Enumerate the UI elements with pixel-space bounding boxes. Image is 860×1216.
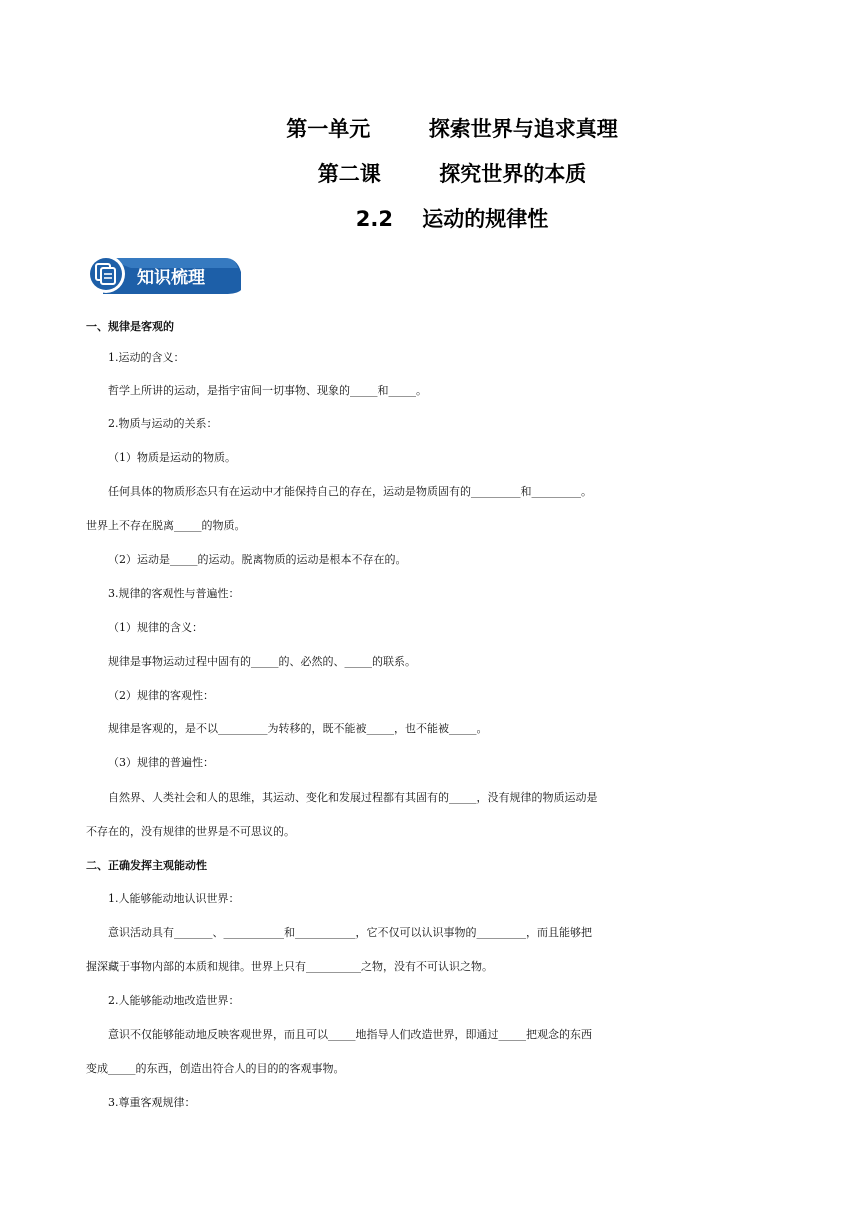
- text-line: 规律是客观的，是不以_________为转移的，既不能被_____，也不能被_____。: [108, 722, 488, 735]
- text-line: （2）规律的客观性：: [108, 689, 214, 702]
- text-line: 1.人能够能动地认识世界：: [108, 892, 240, 905]
- text-line: 规律是事物运动过程中固有的_____的、必然的、_____的联系。: [108, 655, 416, 668]
- heading-1: 一、规律是客观的: [86, 320, 174, 333]
- lesson-title: 第二课 探究世界的本质: [317, 162, 587, 186]
- text-line: 2.物质与运动的关系：: [108, 417, 218, 430]
- text-line: 世界上不存在脱离_____的物质。: [86, 519, 246, 532]
- text-line: 自然界、人类社会和人的思维，其运动、变化和发展过程都有其固有的_____，没有规律的物质运动是: [108, 791, 598, 804]
- text-line: 2.人能够能动地改造世界：: [108, 994, 240, 1007]
- text-line: 1.运动的含义：: [108, 351, 185, 364]
- text-line: 不存在的，没有规律的世界是不可思议的。: [86, 825, 295, 838]
- text-line: 3.规律的客观性与普遍性：: [108, 587, 240, 600]
- text-line: 任何具体的物质形态只有在运动中才能保持自己的存在，运动是物质固有的_________和_________。: [108, 485, 592, 498]
- unit-title: 第一单元 探索世界与追求真理: [286, 117, 618, 141]
- text-line: 意识活动具有_______、___________和___________，它不仅可以认识事物的_________，而且能够把: [108, 926, 592, 939]
- knowledge-review-badge: [85, 252, 241, 296]
- text-line: （2）运动是_____的运动。脱离物质的运动是根本不存在的。: [108, 553, 407, 566]
- text-line: （3）规律的普遍性：: [108, 756, 214, 769]
- text-line: 意识不仅能够能动地反映客观世界，而且可以_____地指导人们改造世界，即通过_____把观念的东西: [108, 1028, 592, 1041]
- text-line: （1）规律的含义：: [108, 621, 203, 634]
- text-line: 哲学上所讲的运动，是指宇宙间一切事物、现象的_____和_____。: [108, 384, 427, 397]
- text-line: （1）物质是运动的物质。: [108, 451, 236, 464]
- text-line: 握深藏于事物内部的本质和规律。世界上只有__________之物，没有不可认识之物。: [86, 960, 493, 973]
- text-line: 3.尊重客观规律：: [108, 1096, 196, 1109]
- badge-label: 知识梳理: [137, 268, 205, 288]
- heading-2: 二、正确发挥主观能动性: [86, 859, 207, 872]
- section-title: 2.2 运动的规律性: [355, 207, 549, 231]
- text-line: 变成_____的东西，创造出符合人的目的的客观事物。: [86, 1062, 345, 1075]
